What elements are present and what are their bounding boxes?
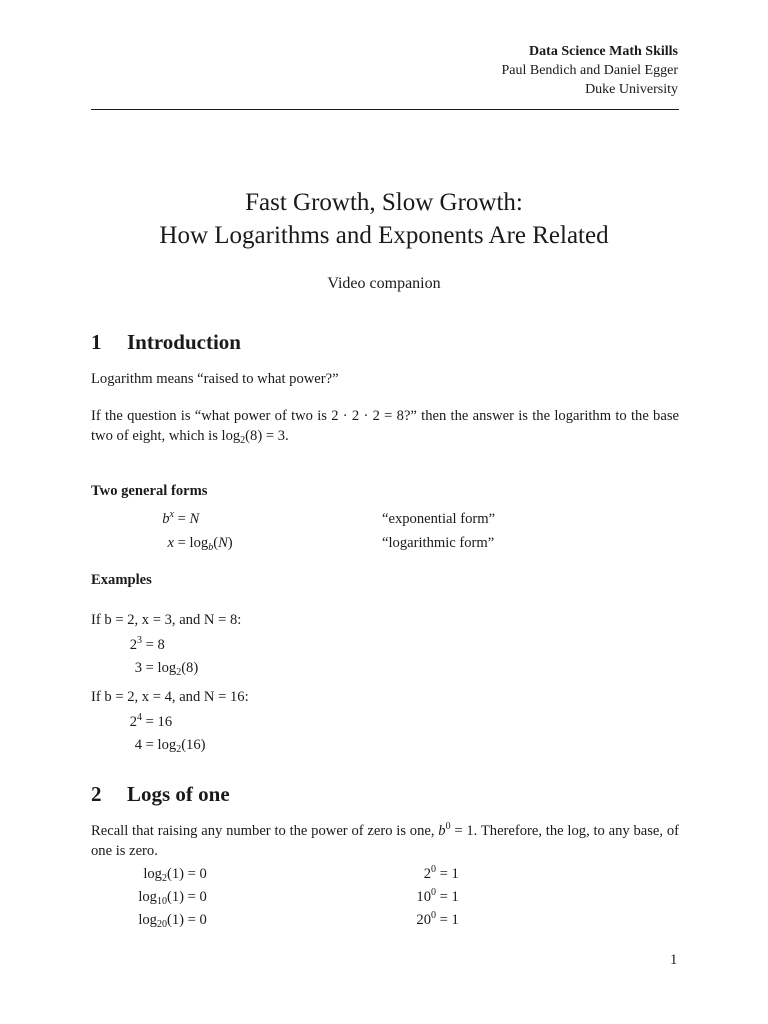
equation-rhs: = 1 [436, 889, 459, 905]
page-number: 1 [670, 952, 678, 968]
equation-rhs: = 16 [142, 714, 173, 730]
course-name: Data Science Math Skills [529, 44, 678, 59]
equation-lhs: $2^3$ [129, 635, 142, 653]
equation-lhs: $10^0$ [416, 887, 436, 905]
equation-lhs: $2^4$ [129, 712, 142, 730]
title-line-1: Fast Growth, Slow Growth: [245, 189, 523, 216]
equation-rhs: = $\log_2(8)$ [142, 660, 199, 678]
equation-lhs: 3 [134, 660, 142, 676]
equation-lhs: $2^0$ [423, 864, 436, 882]
equation-rhs: = 0 [184, 889, 207, 905]
example-condition: If b = 2, x = 4, and N = 16: [91, 689, 249, 705]
section-1-heading [91, 330, 241, 355]
paragraph [91, 406, 679, 446]
section-number: 2 [91, 782, 102, 806]
equation-rhs: = 8 [142, 637, 165, 653]
paragraph-text: = 1. Therefore, the log, to any base, of one is zero. [91, 823, 679, 859]
equation-label: “exponential form” [382, 511, 496, 527]
paragraph: Logarithm means “raised to what power?” [91, 371, 339, 387]
section-number: 1 [91, 330, 102, 354]
equation-rhs: = 0 [184, 866, 207, 882]
equation-lhs: $\log_{10}(1)$ [138, 889, 184, 907]
equation-lhs: x [167, 535, 174, 551]
equation-label: “logarithmic form” [382, 535, 495, 551]
document-subtitle: Video companion [327, 275, 441, 292]
example-condition: If b = 2, x = 3, and N = 8: [91, 612, 242, 628]
paragraph-text: Recall that raising any number to the power of zero is one, [91, 823, 439, 839]
section-title: Logs of one [127, 782, 230, 806]
section-2-heading [91, 782, 230, 807]
equation-lhs: $\log_2(1)$ [143, 866, 184, 884]
title-line-2: How Logarithms and Exponents Are Related [159, 222, 609, 249]
subheading-examples: Examples [91, 572, 152, 588]
paragraph-text: If the question is “what power of two is 2 · 2 · 2 = 8?” then the answer is the logarithm to the base two of eight, which is log [91, 408, 679, 444]
authors: Paul Bendich and Daniel Egger [501, 63, 678, 78]
equation-lhs: $b^x$ [162, 509, 174, 527]
paragraph-text: (8) = 3. [245, 428, 289, 444]
equation-rhs: = $\log_b(N)$ [174, 535, 233, 553]
running-header [501, 42, 678, 99]
header-rule [91, 109, 679, 110]
equation-lhs: 4 [134, 737, 142, 753]
equation-rhs: = 0 [184, 912, 207, 928]
section-title: Introduction [127, 330, 241, 354]
institution: Duke University [585, 82, 678, 97]
subheading-general-forms: Two general forms [91, 483, 208, 499]
equation-lhs: $\log_{20}(1)$ [138, 912, 184, 930]
equation-rhs: = N [174, 511, 200, 527]
equation-rhs: = $\log_2(16)$ [142, 737, 206, 755]
equation-lhs: $20^0$ [416, 910, 436, 928]
log-base: 2 [240, 435, 246, 446]
equation-rhs: = 1 [436, 912, 459, 928]
document-title [0, 186, 768, 252]
equation-rhs: = 1 [436, 866, 459, 882]
paragraph: Recall that raising any number to the power of zero is one, $b^0 = 1$. Therefore, the log, to any base, of one is zero. [91, 821, 679, 859]
